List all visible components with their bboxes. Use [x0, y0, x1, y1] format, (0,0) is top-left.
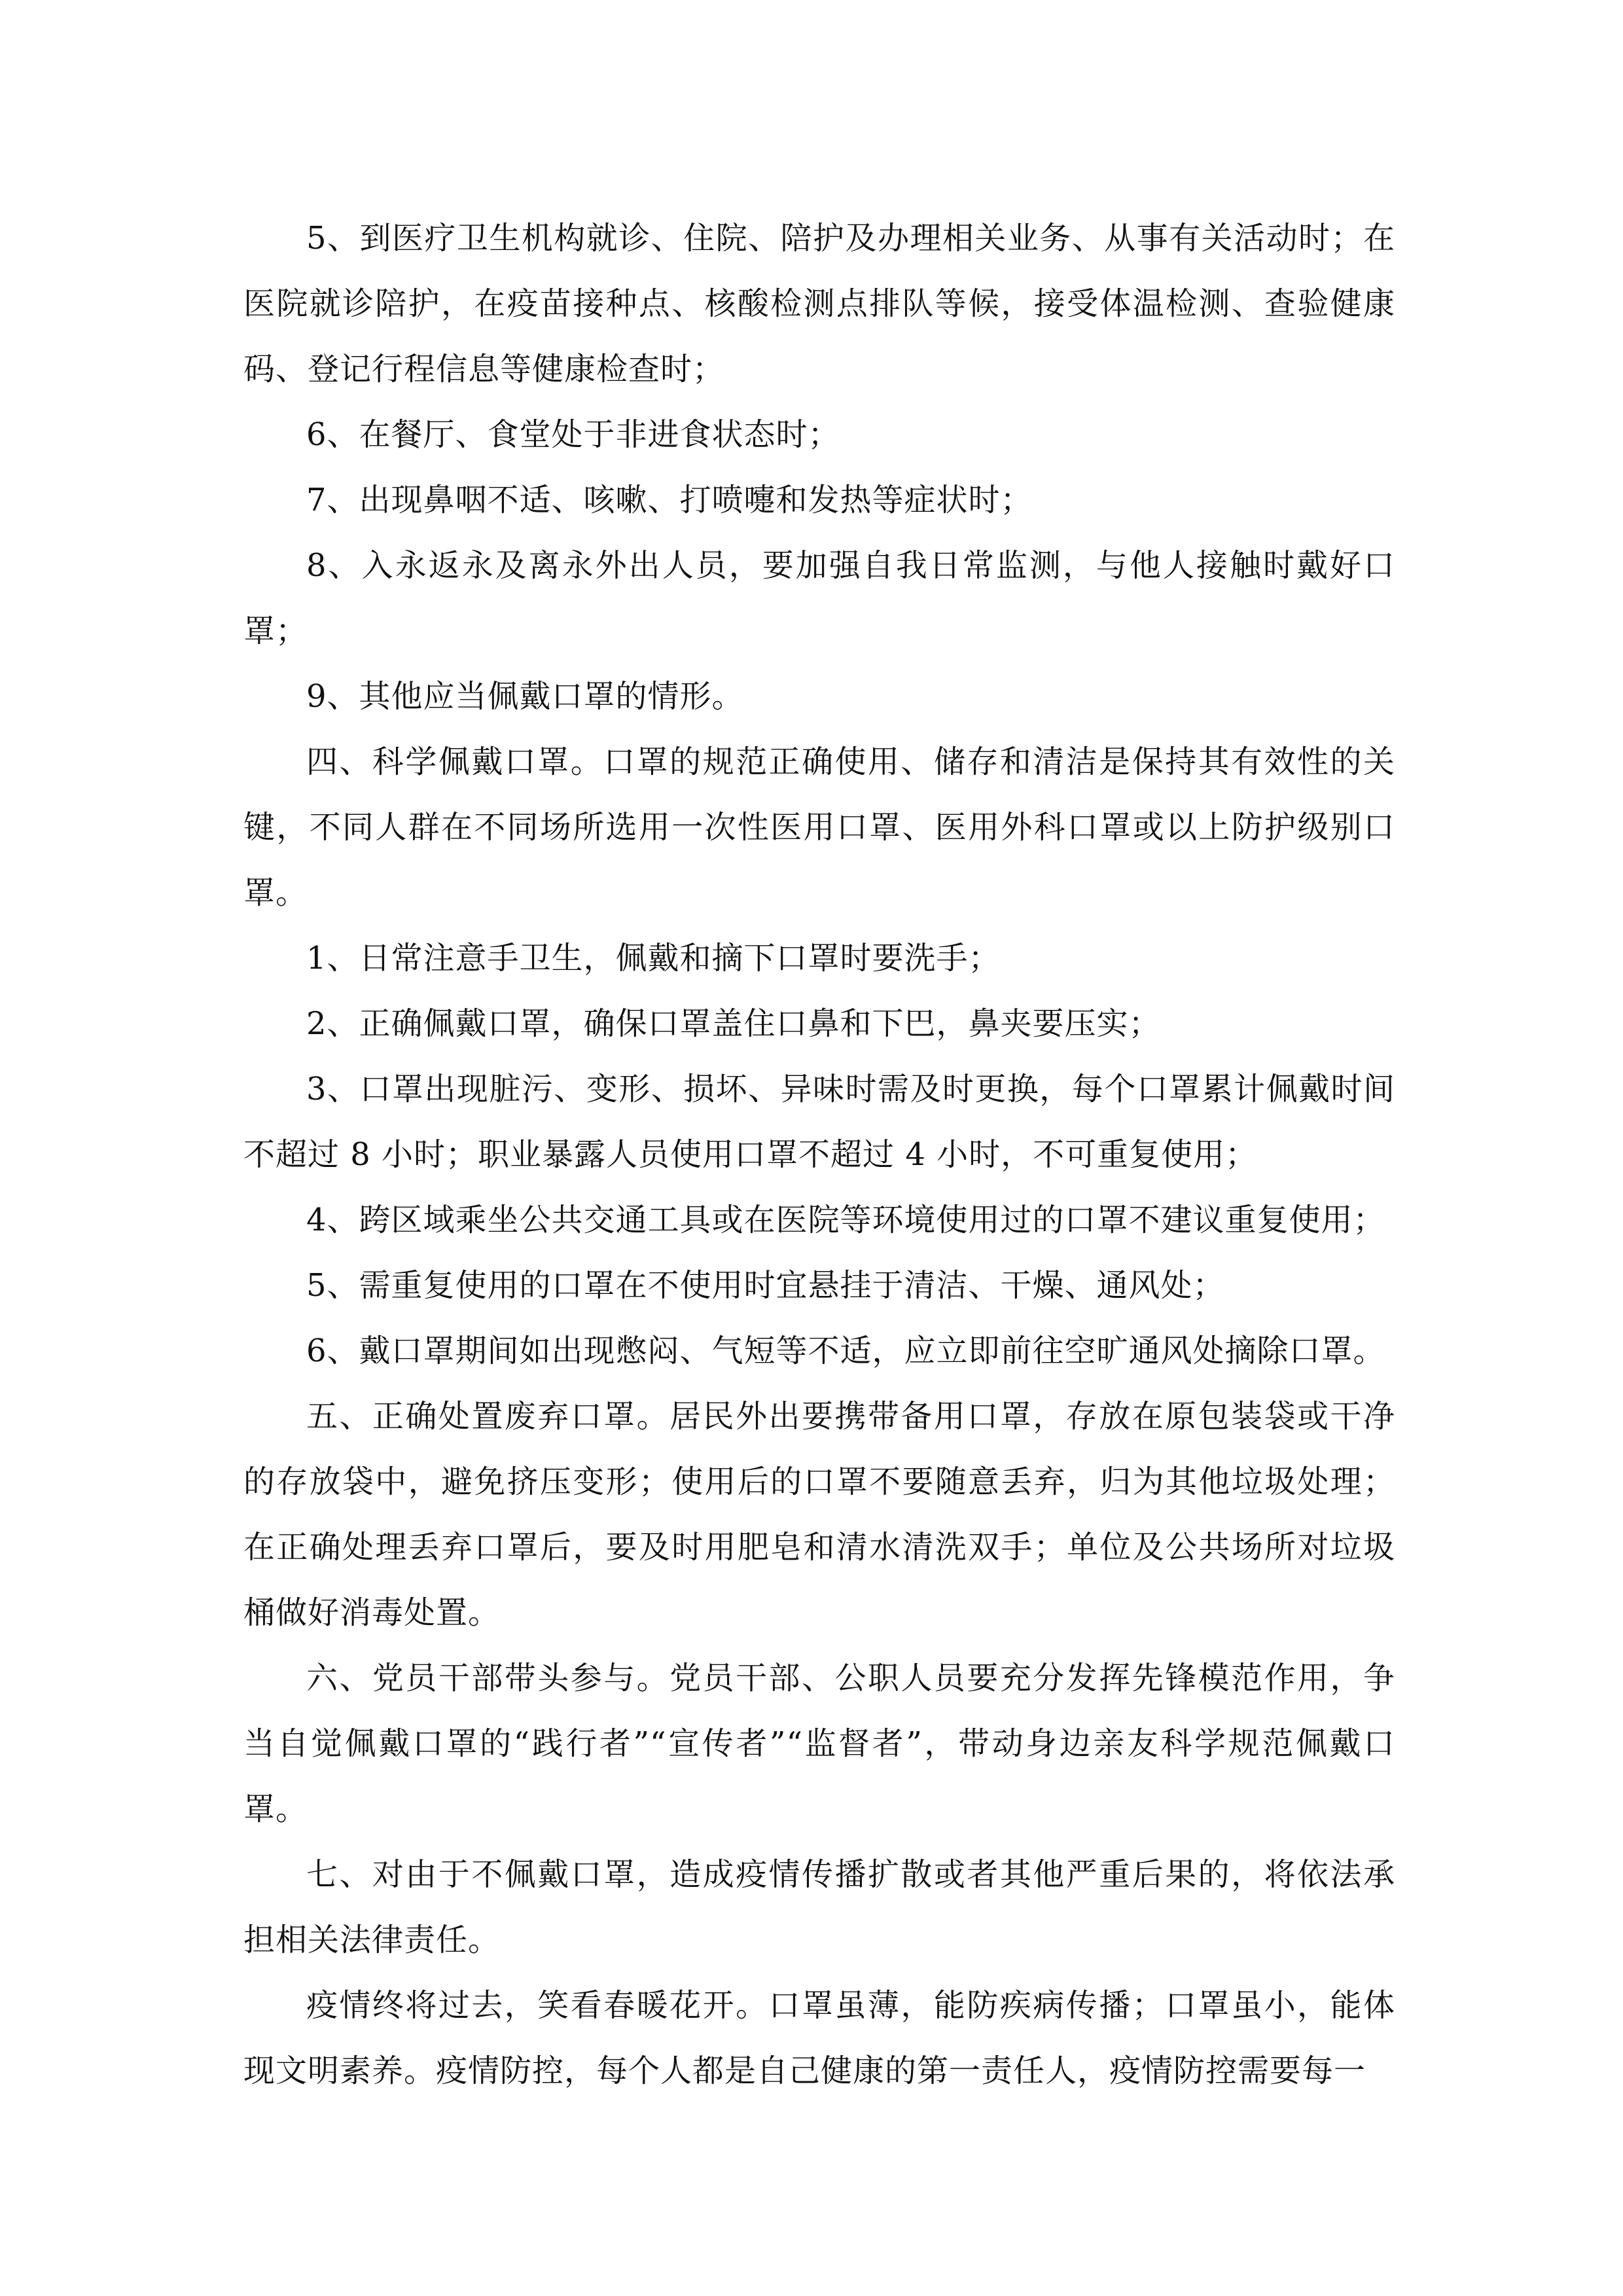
paragraph-section-4-item-1: 1、日常注意手卫生，佩戴和摘下口罩时要洗手； [306, 940, 1001, 977]
document-body [243, 206, 1395, 2104]
paragraph-section-4-item-4: 4、跨区域乘坐公共交通工具或在医院等环境使用过的口罩不建议重复使用； [306, 1202, 1385, 1238]
paragraph-section-4-item-5: 5、需重复使用的口罩在不使用时宜悬挂于清洁、干燥、通风处； [306, 1267, 1225, 1304]
paragraph-section-4-item-2: 2、正确佩戴口罩，确保口罩盖住口鼻和下巴，鼻夹要压实； [306, 1005, 1161, 1042]
paragraph-closing: 疫情终将过去，笑看春暖花开。口罩虽薄，能防疾病传播；口罩虽小，能体现文明素养。疫情防控，每个人都是自己健康的第一责任人，疫情防控需要每一 [243, 1987, 1395, 2089]
paragraph-item-5-hospital: 5、到医疗卫生机构就诊、住院、陪护及办理相关业务、从事有关活动时；在医院就诊陪护，在疫苗接种点、核酸检测点排队等候，接受体温检测、查验健康码、登记行程信息等健康检查时； [243, 220, 1395, 387]
paragraph-section-6: 六、党员干部带头参与。党员干部、公职人员要充分发挥先锋模范作用，争当自觉佩戴口罩的“践行者”“宣传者”“监督者”，带动身边亲友科学规范佩戴口罩。 [243, 1660, 1395, 1827]
paragraph-section-4-heading: 四、科学佩戴口罩。口罩的规范正确使用、储存和清洁是保持其有效性的关键，不同人群在不同场所选用一次性医用口罩、医用外科口罩或以上防护级别口罩。 [243, 744, 1395, 911]
paragraph-item-6-canteen: 6、在餐厅、食堂处于非进食状态时； [306, 416, 840, 453]
paragraph-item-7-symptoms: 7、出现鼻咽不适、咳嗽、打喷嚏和发热等症状时； [306, 482, 1033, 518]
paragraph-section-4-item-6: 6、戴口罩期间如出现憋闷、气短等不适，应立即前往空旷通风处摘除口罩。 [306, 1333, 1385, 1369]
paragraph-item-8-travelers: 8、入永返永及离永外出人员，要加强自我日常监测，与他人接触时戴好口罩； [243, 547, 1395, 649]
paragraph-section-4-item-3: 3、口罩出现脏污、变形、损坏、异味时需及时更换，每个口罩累计佩戴时间不超过 8 小时；职业暴露人员使用口罩不超过 4 小时，不可重复使用； [243, 1071, 1395, 1173]
paragraph-section-5: 五、正确处置废弃口罩。居民外出要携带备用口罩，存放在原包装袋或干净的存放袋中，避免挤压变形；使用后的口罩不要随意丢弃，归为其他垃圾处理；在正确处理丢弃口罩后，要及时用肥皂和清水清洗双手；单位及公共场所对垃圾桶做好消毒处置。 [243, 1398, 1395, 1631]
paragraph-section-7: 七、对由于不佩戴口罩，造成疫情传播扩散或者其他严重后果的，将依法承担相关法律责任。 [243, 1856, 1395, 1958]
paragraph-item-9-other: 9、其他应当佩戴口罩的情形。 [306, 678, 744, 715]
